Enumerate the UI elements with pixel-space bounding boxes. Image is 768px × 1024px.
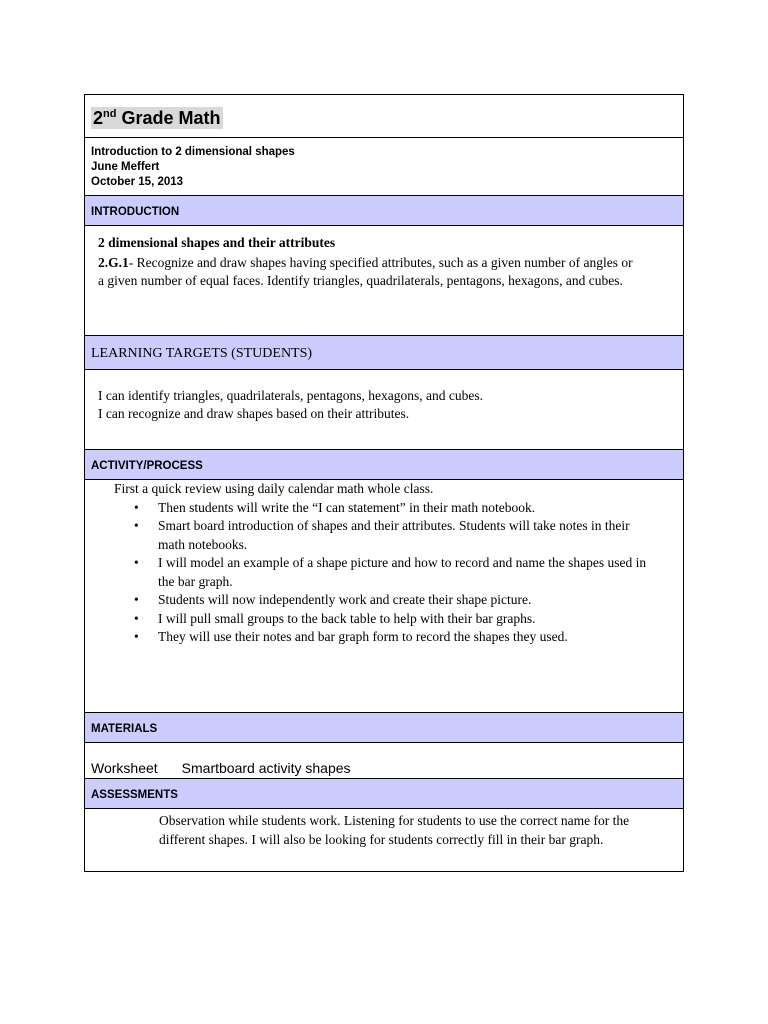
list-item (114, 517, 654, 554)
introduction-header (85, 196, 683, 226)
author-name: June Meffert (91, 161, 160, 173)
title-prefix: 2 (93, 108, 104, 128)
list-item-text: Then students will write the “I can statement” in their math notebook. (158, 499, 536, 515)
assessments-header-label: ASSESSMENTS (91, 789, 178, 801)
learning-target-line: I can recognize and draw shapes based on their attributes. (98, 406, 410, 421)
bullet-icon: • (134, 629, 139, 644)
activity-list (114, 499, 654, 647)
assessments-content (85, 809, 683, 871)
material-item: Smartboard activity shapes (181, 760, 351, 776)
list-item-text: They will use their notes and bar graph form to record the shapes they used. (158, 629, 568, 644)
material-item: Worksheet (91, 760, 158, 776)
bullet-icon: • (134, 592, 139, 607)
lesson-plan-table (84, 94, 684, 872)
materials-header (85, 713, 683, 743)
introduction-content (85, 226, 683, 336)
title-superscript: nd (103, 108, 117, 120)
standard-text: - Recognize and draw shapes having specified attributes, such as a given number of angles or a given number of equal faces. Identify triangles, quadrilaterals, pentagons, hexagons, and cubes. (98, 255, 633, 288)
bullet-icon: • (134, 518, 139, 533)
list-item-text: Students will now independently work and create their shape picture. (158, 592, 532, 607)
activity-content (85, 480, 683, 713)
lesson-date: October 15, 2013 (91, 176, 184, 188)
materials-header-label: MATERIALS (91, 723, 158, 735)
title-main: Grade Math (116, 108, 221, 128)
standard-paragraph (98, 254, 638, 290)
bullet-icon: • (134, 499, 139, 515)
list-item-text: Smart board introduction of shapes and their attributes. Students will take notes in their math notebooks. (158, 518, 630, 552)
learning-targets-header (85, 336, 683, 370)
info-row (85, 138, 683, 196)
list-item (114, 554, 654, 591)
activity-intro: First a quick review using daily calendar math whole class. (114, 481, 434, 496)
list-item-text: I will model an example of a shape picture and how to record and name the shapes used in the bar graph. (158, 555, 647, 589)
list-item (114, 610, 654, 629)
bullet-icon: • (134, 610, 139, 626)
title-row (85, 95, 683, 138)
assessments-header (85, 779, 683, 809)
learning-targets-content (85, 370, 683, 450)
learning-target-line: I can identify triangles, quadrilaterals, pentagons, hexagons, and cubes. (98, 388, 484, 403)
activity-header-label: ACTIVITY/PROCESS (91, 460, 203, 472)
document-title (91, 107, 223, 129)
lesson-topic: Introduction to 2 dimensional shapes (91, 146, 295, 158)
standard-code: 2.G.1 (98, 255, 129, 270)
assessments-text: Observation while students work. Listening for students to use the correct name for the different shapes. I will also be looking for students correctly fill in their bar graph. (159, 813, 630, 847)
list-item-text: I will pull small groups to the back table to help with their bar graphs. (158, 610, 536, 626)
list-item (114, 499, 654, 518)
activity-header (85, 450, 683, 480)
materials-content (85, 743, 683, 779)
list-item (114, 628, 654, 647)
learning-targets-header-label: LEARNING TARGETS (STUDENTS) (91, 346, 313, 361)
list-item (114, 591, 654, 610)
introduction-subtitle: 2 dimensional shapes and their attributes (98, 235, 336, 250)
introduction-header-label: INTRODUCTION (91, 206, 180, 218)
bullet-icon: • (134, 555, 139, 570)
